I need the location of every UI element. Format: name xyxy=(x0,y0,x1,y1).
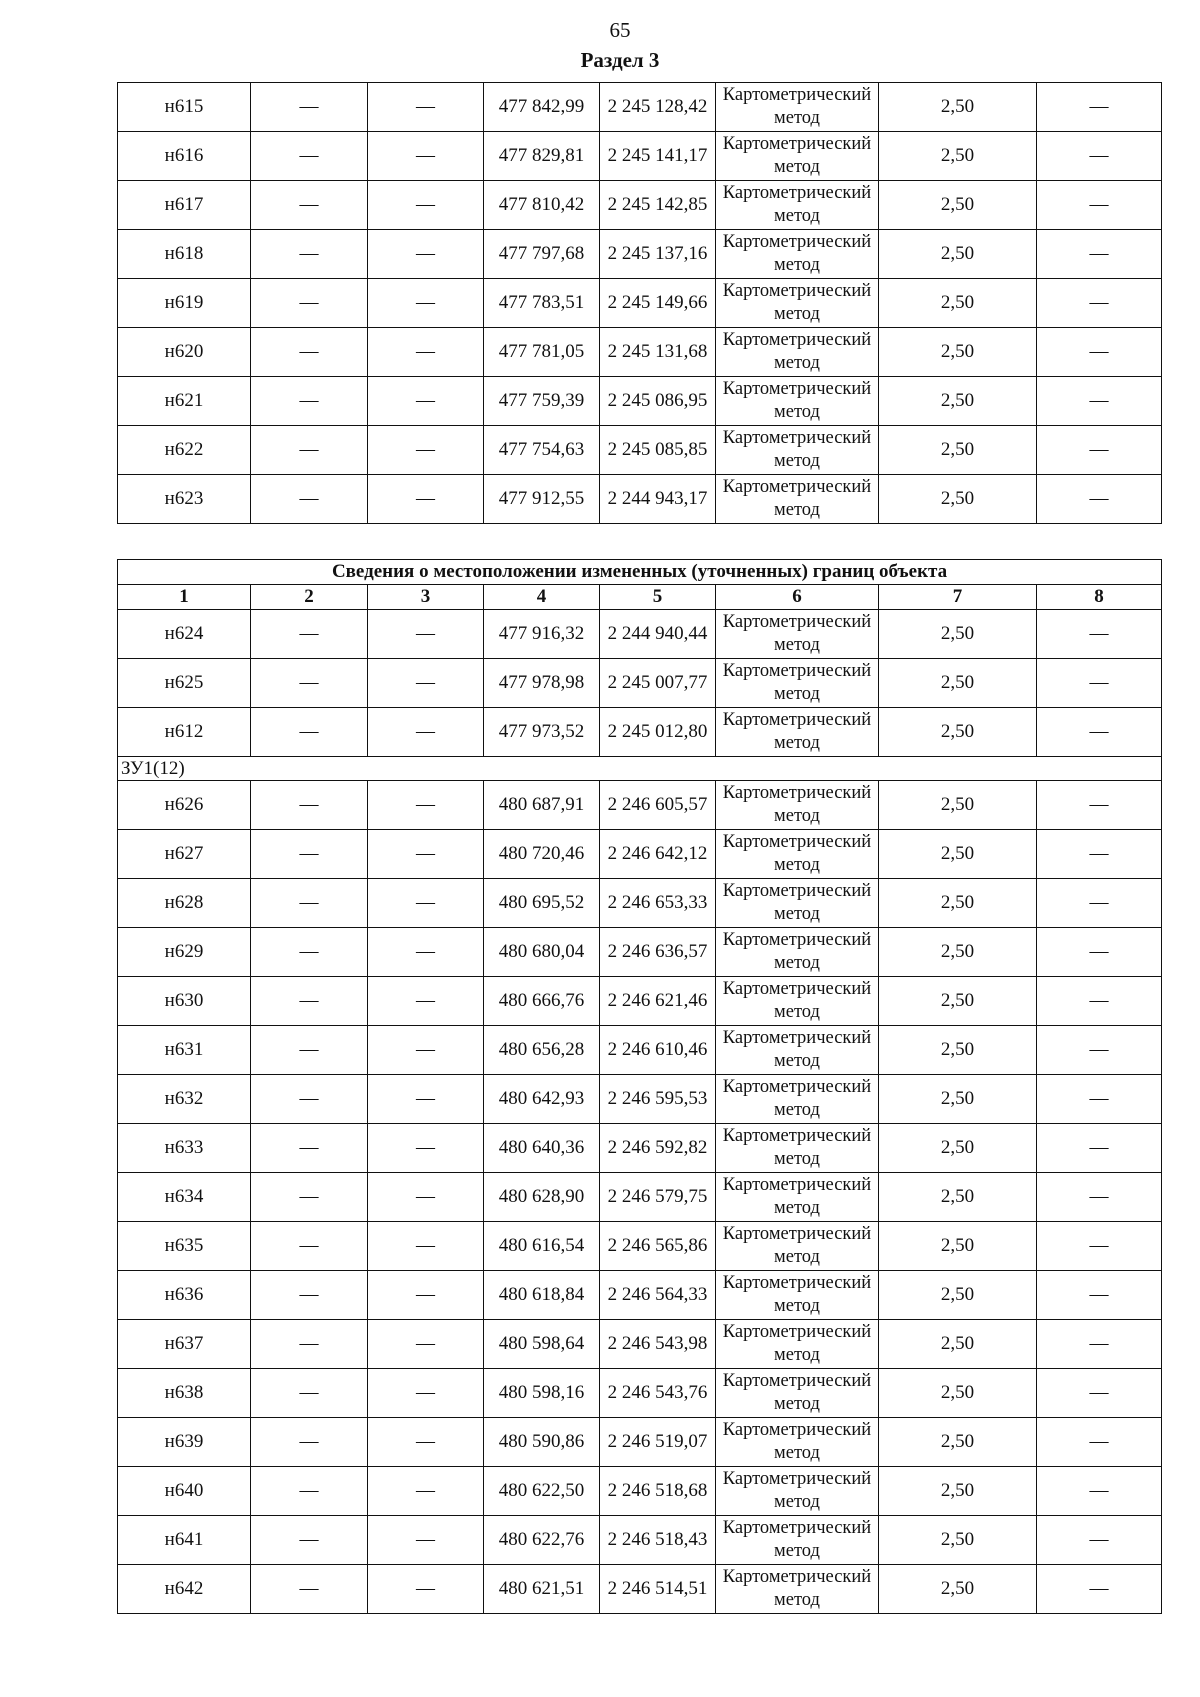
coordinate-x-cell: 480 590,86 xyxy=(484,1418,600,1467)
point-cell: н634 xyxy=(118,1173,251,1222)
method-cell: Картометрический метод xyxy=(716,328,879,377)
empty-dash-cell: — xyxy=(368,708,484,757)
coordinate-y-cell: 2 246 621,46 xyxy=(600,977,716,1026)
empty-dash-cell: — xyxy=(251,1565,368,1614)
point-cell: н624 xyxy=(118,610,251,659)
empty-dash-cell: — xyxy=(1037,781,1162,830)
method-cell: Картометрический метод xyxy=(716,230,879,279)
coordinate-y-cell: 2 246 564,33 xyxy=(600,1271,716,1320)
empty-dash-cell: — xyxy=(368,610,484,659)
coordinate-y-cell: 2 246 518,68 xyxy=(600,1467,716,1516)
empty-dash-cell: — xyxy=(1037,377,1162,426)
empty-dash-cell: — xyxy=(251,1173,368,1222)
point-cell: н625 xyxy=(118,659,251,708)
coordinates-table-bottom xyxy=(117,559,1162,1614)
table-row xyxy=(118,1173,1162,1222)
empty-dash-cell: — xyxy=(1037,475,1162,524)
column-number: 6 xyxy=(716,585,879,610)
table-title-row xyxy=(118,560,1162,585)
coordinate-y-cell: 2 245 141,17 xyxy=(600,132,716,181)
accuracy-cell: 2,50 xyxy=(879,659,1037,708)
empty-dash-cell: — xyxy=(1037,610,1162,659)
column-number: 8 xyxy=(1037,585,1162,610)
empty-dash-cell: — xyxy=(251,928,368,977)
coordinate-y-cell: 2 245 007,77 xyxy=(600,659,716,708)
accuracy-cell: 2,50 xyxy=(879,377,1037,426)
point-cell: н612 xyxy=(118,708,251,757)
method-cell: Картометрический метод xyxy=(716,1124,879,1173)
section-title: Раздел 3 xyxy=(580,48,660,72)
point-cell: н622 xyxy=(118,426,251,475)
empty-dash-cell: — xyxy=(1037,1516,1162,1565)
point-cell: н642 xyxy=(118,1565,251,1614)
accuracy-cell: 2,50 xyxy=(879,328,1037,377)
coordinate-y-cell: 2 244 940,44 xyxy=(600,610,716,659)
coordinate-x-cell: 477 797,68 xyxy=(484,230,600,279)
empty-dash-cell: — xyxy=(368,377,484,426)
empty-dash-cell: — xyxy=(368,1271,484,1320)
column-number-row xyxy=(118,585,1162,610)
coordinate-y-cell: 2 246 595,53 xyxy=(600,1075,716,1124)
table-row xyxy=(118,1369,1162,1418)
empty-dash-cell: — xyxy=(251,1369,368,1418)
accuracy-cell: 2,50 xyxy=(879,781,1037,830)
empty-dash-cell: — xyxy=(1037,1075,1162,1124)
accuracy-cell: 2,50 xyxy=(879,1516,1037,1565)
coordinate-y-cell: 2 245 137,16 xyxy=(600,230,716,279)
accuracy-cell: 2,50 xyxy=(879,1075,1037,1124)
coordinate-x-cell: 480 598,64 xyxy=(484,1320,600,1369)
coordinate-x-cell: 477 842,99 xyxy=(484,83,600,132)
point-cell: н641 xyxy=(118,1516,251,1565)
coordinate-y-cell: 2 246 610,46 xyxy=(600,1026,716,1075)
table-row xyxy=(118,977,1162,1026)
coordinate-y-cell: 2 246 514,51 xyxy=(600,1565,716,1614)
coordinate-y-cell: 2 245 142,85 xyxy=(600,181,716,230)
coordinate-x-cell: 477 781,05 xyxy=(484,328,600,377)
table-row xyxy=(118,1467,1162,1516)
empty-dash-cell: — xyxy=(368,1173,484,1222)
method-cell: Картометрический метод xyxy=(716,1271,879,1320)
accuracy-cell: 2,50 xyxy=(879,879,1037,928)
coordinate-y-cell: 2 246 565,86 xyxy=(600,1222,716,1271)
coordinate-x-cell: 480 687,91 xyxy=(484,781,600,830)
coordinate-x-cell: 480 618,84 xyxy=(484,1271,600,1320)
empty-dash-cell: — xyxy=(251,1467,368,1516)
coordinate-x-cell: 477 973,52 xyxy=(484,708,600,757)
empty-dash-cell: — xyxy=(368,230,484,279)
empty-dash-cell: — xyxy=(368,475,484,524)
empty-dash-cell: — xyxy=(1037,230,1162,279)
method-cell: Картометрический метод xyxy=(716,1516,879,1565)
empty-dash-cell: — xyxy=(251,475,368,524)
coordinate-y-cell: 2 245 086,95 xyxy=(600,377,716,426)
method-cell: Картометрический метод xyxy=(716,1565,879,1614)
empty-dash-cell: — xyxy=(368,1026,484,1075)
point-cell: н619 xyxy=(118,279,251,328)
method-cell: Картометрический метод xyxy=(716,928,879,977)
table-row xyxy=(118,659,1162,708)
accuracy-cell: 2,50 xyxy=(879,830,1037,879)
empty-dash-cell: — xyxy=(1037,1222,1162,1271)
method-cell: Картометрический метод xyxy=(716,610,879,659)
accuracy-cell: 2,50 xyxy=(879,475,1037,524)
accuracy-cell: 2,50 xyxy=(879,977,1037,1026)
method-cell: Картометрический метод xyxy=(716,830,879,879)
column-number: 7 xyxy=(879,585,1037,610)
method-cell: Картометрический метод xyxy=(716,1222,879,1271)
coordinate-y-cell: 2 245 128,42 xyxy=(600,83,716,132)
empty-dash-cell: — xyxy=(251,1026,368,1075)
table-row xyxy=(118,279,1162,328)
table-row xyxy=(118,1222,1162,1271)
method-cell: Картометрический метод xyxy=(716,377,879,426)
empty-dash-cell: — xyxy=(251,1271,368,1320)
point-cell: н640 xyxy=(118,1467,251,1516)
empty-dash-cell: — xyxy=(368,1565,484,1614)
empty-dash-cell: — xyxy=(368,83,484,132)
table-bottom-body xyxy=(118,560,1162,1614)
empty-dash-cell: — xyxy=(1037,977,1162,1026)
empty-dash-cell: — xyxy=(251,1516,368,1565)
empty-dash-cell: — xyxy=(1037,279,1162,328)
point-cell: н638 xyxy=(118,1369,251,1418)
empty-dash-cell: — xyxy=(368,977,484,1026)
method-cell: Картометрический метод xyxy=(716,279,879,328)
point-cell: н621 xyxy=(118,377,251,426)
empty-dash-cell: — xyxy=(1037,1271,1162,1320)
empty-dash-cell: — xyxy=(251,659,368,708)
column-number: 5 xyxy=(600,585,716,610)
method-cell: Картометрический метод xyxy=(716,1467,879,1516)
empty-dash-cell: — xyxy=(251,181,368,230)
accuracy-cell: 2,50 xyxy=(879,1173,1037,1222)
method-cell: Картометрический метод xyxy=(716,132,879,181)
accuracy-cell: 2,50 xyxy=(879,928,1037,977)
coordinate-x-cell: 480 622,50 xyxy=(484,1467,600,1516)
table-row xyxy=(118,1075,1162,1124)
empty-dash-cell: — xyxy=(1037,1124,1162,1173)
empty-dash-cell: — xyxy=(251,830,368,879)
coordinate-y-cell: 2 246 642,12 xyxy=(600,830,716,879)
table-row xyxy=(118,83,1162,132)
empty-dash-cell: — xyxy=(1037,928,1162,977)
coordinate-x-cell: 477 759,39 xyxy=(484,377,600,426)
accuracy-cell: 2,50 xyxy=(879,1565,1037,1614)
accuracy-cell: 2,50 xyxy=(879,1418,1037,1467)
point-cell: н623 xyxy=(118,475,251,524)
table-row xyxy=(118,132,1162,181)
accuracy-cell: 2,50 xyxy=(879,1026,1037,1075)
empty-dash-cell: — xyxy=(368,426,484,475)
empty-dash-cell: — xyxy=(1037,328,1162,377)
accuracy-cell: 2,50 xyxy=(879,83,1037,132)
column-number: 4 xyxy=(484,585,600,610)
empty-dash-cell: — xyxy=(1037,1418,1162,1467)
empty-dash-cell: — xyxy=(368,1124,484,1173)
method-cell: Картометрический метод xyxy=(716,879,879,928)
page-number: 65 xyxy=(609,18,631,42)
coordinate-y-cell: 2 246 579,75 xyxy=(600,1173,716,1222)
point-cell: н615 xyxy=(118,83,251,132)
empty-dash-cell: — xyxy=(1037,708,1162,757)
empty-dash-cell: — xyxy=(251,279,368,328)
accuracy-cell: 2,50 xyxy=(879,132,1037,181)
coordinate-x-cell: 477 916,32 xyxy=(484,610,600,659)
empty-dash-cell: — xyxy=(368,781,484,830)
table-row xyxy=(118,1320,1162,1369)
empty-dash-cell: — xyxy=(1037,1320,1162,1369)
method-cell: Картометрический метод xyxy=(716,1026,879,1075)
empty-dash-cell: — xyxy=(1037,1173,1162,1222)
coordinate-y-cell: 2 245 149,66 xyxy=(600,279,716,328)
coordinate-x-cell: 477 810,42 xyxy=(484,181,600,230)
table-row xyxy=(118,708,1162,757)
subgroup-row xyxy=(118,757,1162,781)
table-row xyxy=(118,230,1162,279)
point-cell: н627 xyxy=(118,830,251,879)
method-cell: Картометрический метод xyxy=(716,659,879,708)
coordinate-y-cell: 2 245 012,80 xyxy=(600,708,716,757)
method-cell: Картометрический метод xyxy=(716,1369,879,1418)
accuracy-cell: 2,50 xyxy=(879,1222,1037,1271)
coordinates-table-top xyxy=(117,82,1162,524)
empty-dash-cell: — xyxy=(368,279,484,328)
coordinate-x-cell: 480 666,76 xyxy=(484,977,600,1026)
point-cell: н629 xyxy=(118,928,251,977)
method-cell: Картометрический метод xyxy=(716,977,879,1026)
empty-dash-cell: — xyxy=(251,377,368,426)
coordinate-y-cell: 2 244 943,17 xyxy=(600,475,716,524)
empty-dash-cell: — xyxy=(1037,879,1162,928)
point-cell: н631 xyxy=(118,1026,251,1075)
empty-dash-cell: — xyxy=(251,1124,368,1173)
coordinate-x-cell: 480 656,28 xyxy=(484,1026,600,1075)
table-row xyxy=(118,426,1162,475)
empty-dash-cell: — xyxy=(368,1222,484,1271)
empty-dash-cell: — xyxy=(251,1222,368,1271)
empty-dash-cell: — xyxy=(368,1516,484,1565)
empty-dash-cell: — xyxy=(1037,83,1162,132)
empty-dash-cell: — xyxy=(368,928,484,977)
coordinate-x-cell: 480 642,93 xyxy=(484,1075,600,1124)
coordinate-x-cell: 477 783,51 xyxy=(484,279,600,328)
method-cell: Картометрический метод xyxy=(716,1173,879,1222)
coordinate-y-cell: 2 246 605,57 xyxy=(600,781,716,830)
method-cell: Картометрический метод xyxy=(716,83,879,132)
subgroup-label: ЗУ1(12) xyxy=(118,757,1162,781)
empty-dash-cell: — xyxy=(1037,1369,1162,1418)
table-title: Сведения о местоположении измененных (уточненных) границ объекта xyxy=(118,560,1162,585)
empty-dash-cell: — xyxy=(1037,659,1162,708)
empty-dash-cell: — xyxy=(251,328,368,377)
point-cell: н620 xyxy=(118,328,251,377)
accuracy-cell: 2,50 xyxy=(879,1467,1037,1516)
table-row xyxy=(118,475,1162,524)
table-row xyxy=(118,1271,1162,1320)
point-cell: н635 xyxy=(118,1222,251,1271)
empty-dash-cell: — xyxy=(251,977,368,1026)
accuracy-cell: 2,50 xyxy=(879,1124,1037,1173)
point-cell: н626 xyxy=(118,781,251,830)
empty-dash-cell: — xyxy=(251,1075,368,1124)
coordinate-x-cell: 477 829,81 xyxy=(484,132,600,181)
empty-dash-cell: — xyxy=(368,1369,484,1418)
accuracy-cell: 2,50 xyxy=(879,708,1037,757)
accuracy-cell: 2,50 xyxy=(879,1320,1037,1369)
empty-dash-cell: — xyxy=(368,659,484,708)
empty-dash-cell: — xyxy=(251,426,368,475)
coordinate-y-cell: 2 246 636,57 xyxy=(600,928,716,977)
empty-dash-cell: — xyxy=(368,1467,484,1516)
coordinate-y-cell: 2 246 592,82 xyxy=(600,1124,716,1173)
coordinate-x-cell: 480 628,90 xyxy=(484,1173,600,1222)
empty-dash-cell: — xyxy=(251,610,368,659)
point-cell: н630 xyxy=(118,977,251,1026)
empty-dash-cell: — xyxy=(1037,1467,1162,1516)
column-number: 2 xyxy=(251,585,368,610)
empty-dash-cell: — xyxy=(251,708,368,757)
table-row xyxy=(118,1124,1162,1173)
empty-dash-cell: — xyxy=(251,781,368,830)
coordinate-y-cell: 2 246 543,76 xyxy=(600,1369,716,1418)
accuracy-cell: 2,50 xyxy=(879,610,1037,659)
empty-dash-cell: — xyxy=(368,1418,484,1467)
empty-dash-cell: — xyxy=(368,328,484,377)
coordinate-x-cell: 477 978,98 xyxy=(484,659,600,708)
method-cell: Картометрический метод xyxy=(716,1075,879,1124)
coordinate-x-cell: 480 621,51 xyxy=(484,1565,600,1614)
point-cell: н618 xyxy=(118,230,251,279)
empty-dash-cell: — xyxy=(368,132,484,181)
empty-dash-cell: — xyxy=(251,1320,368,1369)
method-cell: Картометрический метод xyxy=(716,1320,879,1369)
empty-dash-cell: — xyxy=(368,1320,484,1369)
point-cell: н633 xyxy=(118,1124,251,1173)
table-row xyxy=(118,1418,1162,1467)
table-row xyxy=(118,610,1162,659)
empty-dash-cell: — xyxy=(251,83,368,132)
coordinate-x-cell: 480 640,36 xyxy=(484,1124,600,1173)
coordinate-y-cell: 2 246 518,43 xyxy=(600,1516,716,1565)
coordinate-y-cell: 2 246 653,33 xyxy=(600,879,716,928)
empty-dash-cell: — xyxy=(1037,1026,1162,1075)
coordinate-x-cell: 477 912,55 xyxy=(484,475,600,524)
coordinate-y-cell: 2 245 131,68 xyxy=(600,328,716,377)
empty-dash-cell: — xyxy=(368,1075,484,1124)
column-number: 3 xyxy=(368,585,484,610)
accuracy-cell: 2,50 xyxy=(879,279,1037,328)
table-row xyxy=(118,781,1162,830)
table-row xyxy=(118,328,1162,377)
coordinate-x-cell: 480 622,76 xyxy=(484,1516,600,1565)
coordinate-x-cell: 477 754,63 xyxy=(484,426,600,475)
method-cell: Картометрический метод xyxy=(716,426,879,475)
empty-dash-cell: — xyxy=(368,181,484,230)
point-cell: н628 xyxy=(118,879,251,928)
accuracy-cell: 2,50 xyxy=(879,181,1037,230)
empty-dash-cell: — xyxy=(1037,132,1162,181)
table-top-body xyxy=(118,83,1162,524)
empty-dash-cell: — xyxy=(251,132,368,181)
accuracy-cell: 2,50 xyxy=(879,1369,1037,1418)
method-cell: Картометрический метод xyxy=(716,181,879,230)
method-cell: Картометрический метод xyxy=(716,708,879,757)
coordinate-x-cell: 480 680,04 xyxy=(484,928,600,977)
table-row xyxy=(118,377,1162,426)
table-row xyxy=(118,181,1162,230)
coordinate-y-cell: 2 246 543,98 xyxy=(600,1320,716,1369)
coordinate-x-cell: 480 616,54 xyxy=(484,1222,600,1271)
accuracy-cell: 2,50 xyxy=(879,1271,1037,1320)
table-row xyxy=(118,1026,1162,1075)
column-number: 1 xyxy=(118,585,251,610)
empty-dash-cell: — xyxy=(251,230,368,279)
point-cell: н617 xyxy=(118,181,251,230)
empty-dash-cell: — xyxy=(368,830,484,879)
table-row xyxy=(118,1565,1162,1614)
point-cell: н636 xyxy=(118,1271,251,1320)
coordinate-y-cell: 2 246 519,07 xyxy=(600,1418,716,1467)
empty-dash-cell: — xyxy=(1037,1565,1162,1614)
table-row xyxy=(118,1516,1162,1565)
coordinate-x-cell: 480 598,16 xyxy=(484,1369,600,1418)
empty-dash-cell: — xyxy=(251,1418,368,1467)
method-cell: Картометрический метод xyxy=(716,475,879,524)
point-cell: н639 xyxy=(118,1418,251,1467)
empty-dash-cell: — xyxy=(251,879,368,928)
empty-dash-cell: — xyxy=(1037,426,1162,475)
empty-dash-cell: — xyxy=(1037,830,1162,879)
point-cell: н632 xyxy=(118,1075,251,1124)
coordinate-y-cell: 2 245 085,85 xyxy=(600,426,716,475)
coordinate-x-cell: 480 695,52 xyxy=(484,879,600,928)
empty-dash-cell: — xyxy=(368,879,484,928)
table-row xyxy=(118,830,1162,879)
point-cell: н637 xyxy=(118,1320,251,1369)
table-row xyxy=(118,879,1162,928)
coordinate-x-cell: 480 720,46 xyxy=(484,830,600,879)
accuracy-cell: 2,50 xyxy=(879,426,1037,475)
table-row xyxy=(118,928,1162,977)
point-cell: н616 xyxy=(118,132,251,181)
method-cell: Картометрический метод xyxy=(716,781,879,830)
empty-dash-cell: — xyxy=(1037,181,1162,230)
accuracy-cell: 2,50 xyxy=(879,230,1037,279)
method-cell: Картометрический метод xyxy=(716,1418,879,1467)
